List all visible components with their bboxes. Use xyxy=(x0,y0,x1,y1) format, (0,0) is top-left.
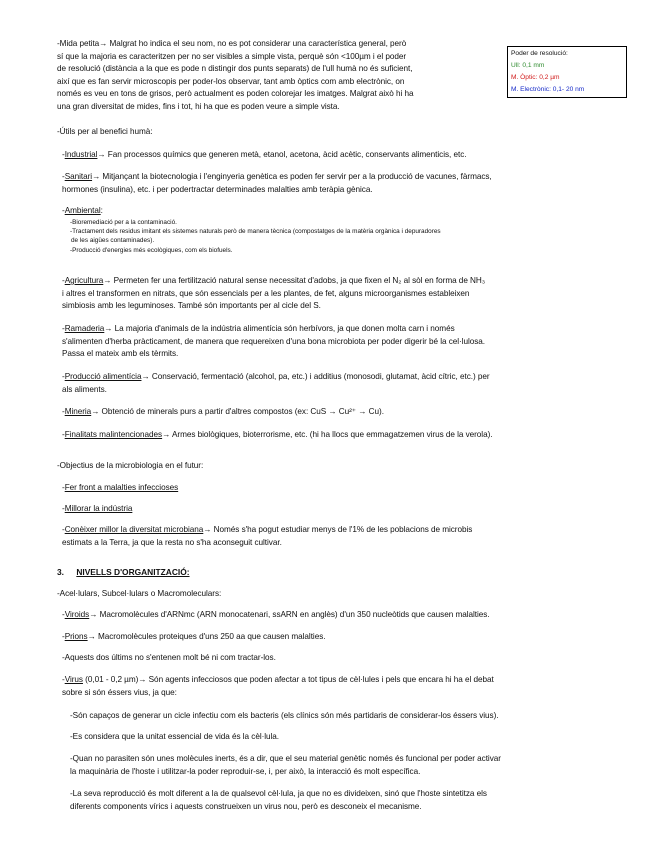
ambiental-item: -Ambiental: -Bioremediació per a la contaminació. -Tractament dels residus imitant els sistemes naturals però de manera tècnica (compostatges de la matèria orgànica i depuradores de les aigües contaminades). -Producció d'energies més ecològiques, com els biofuels. xyxy=(62,205,642,255)
text-line: hormones (insulina), etc. i per podertractar determinades malalties amb teràpia gènica. xyxy=(62,184,373,194)
text-line: -La seva reproducció és molt diferent a la de qualsevol cèl·lula, ja que no es divideixen, sinó que l'hoste sintetitza els xyxy=(70,789,487,798)
ambiental-point: -Tractament dels residus imitant els sistemes naturals però de manera tècnica (compostatges de la matèria orgànica i depuradores xyxy=(70,228,441,235)
text-line: simbiosis amb les leguminoses. També són importants per al cicle del S. xyxy=(62,301,321,311)
text-line: Passa el mateix amb els tèrmits. xyxy=(62,349,179,359)
ambiental-point-cont: de les aigües contaminades). xyxy=(71,237,155,245)
section-title: NIVELLS D'ORGANITZACIÓ: xyxy=(76,567,190,577)
finalitats-text: → Armes biològiques, bioterrorisme, etc. (hi ha llocs que emmagatzemen virus de la verola). xyxy=(162,430,493,439)
resolution-optical: M. Òptic: 0,2 µm xyxy=(511,74,560,81)
produccio-label: Producció alimentícia xyxy=(64,372,142,381)
text-line: només es veu en tons de grisos, però actualment es poden colorejar les imatges. Malgrat això hi ha xyxy=(57,89,414,99)
text-line: s'alimenten d'herba pràcticament, de manera que requereixen d'una bona microbiota per poder digerir bé la cel·lulosa. xyxy=(62,336,486,346)
ramaderia-text: → La majoria d'animals de la indústria alimentícia són herbívors, ja que donen molta carn i només xyxy=(104,324,455,333)
text-line: sobre si són éssers vius, ja que: xyxy=(62,687,177,697)
text-line: la maquinària de l'hoste i utilitzar-la poder reproduir-se, i, per això, la interacció és molt específica. xyxy=(70,766,421,776)
objectiu-infeccions: Fer front a malalties infeccioses xyxy=(64,483,179,492)
produccio-text: → Conservació, fermentació (alcohol, pa, etc.) i additius (monosodi, glutamat, àcid cítric, etc.) per xyxy=(141,372,490,381)
prions-text: → Macromolècules proteiques d'uns 250 aa que causen malalties. xyxy=(87,632,326,641)
text-line: de resolució (distància a la que es pode n distingir dos punts separats) de l'ull humà no és suficient, xyxy=(57,64,413,74)
resolution-eye: Ull: 0,1 mm xyxy=(511,62,545,69)
resolution-power-box xyxy=(507,46,627,98)
viroids-label: Viroids xyxy=(64,610,90,619)
objectius-heading: -Objectius de la microbiologia en el futur: xyxy=(57,461,204,470)
objectiu-industria: Millorar la indústria xyxy=(64,504,133,513)
sanitari-text: → Mitjançant la biotecnologia i l'enginyeria genètica es poden fer servir per a la producció de vacunes, fàrmacs, xyxy=(92,172,492,181)
ambiental-point: -Producció d'energies més ecològiques, com els biofuels. xyxy=(70,246,233,254)
resolution-box-title: Poder de resolució: xyxy=(511,50,568,57)
mida-petita-paragraph xyxy=(57,38,502,114)
text-line: diferents components vírics i aquests construeixen un virus nou, però es desconeix el mecanisme. xyxy=(70,801,422,811)
mineria-item: -Mineria→ Obtenció de minerals purs a partir d'altres compostos (ex: CuS → Cu²⁺ → Cu). xyxy=(62,407,384,416)
finalitats-label: Finalitats malintencionades xyxy=(64,430,163,439)
objectiu-item: -Millorar la indústria xyxy=(62,504,133,513)
industrial-label: Industrial xyxy=(64,150,98,159)
industrial-text: → Fan processos químics que generen metà, etanol, acetona, àcid acètic, conservants alimenticis, etc. xyxy=(97,150,467,159)
objectiu-diversitat-label: Conèixer millor la diversitat microbiana xyxy=(64,525,204,534)
viroids-item: -Viroids→ Macromolècules d'ARNmc (ARN monocatenari, ssARN en anglès) d'un 350 nucleòtids que causen malalties. xyxy=(62,610,490,619)
objectiu-diversitat-text: → Només s'ha pogut estudiar menys de l'1% de les poblacions de microbis xyxy=(203,525,473,534)
ramaderia-label: Ramaderia xyxy=(64,324,105,333)
finalitats-item: -Finalitats malintencionades→ Armes biològiques, bioterrorisme, etc. (hi ha llocs que emmagatzemen virus de la verola). xyxy=(62,430,493,439)
section-subheading: -Acel·lulars, Subcel·lulars o Macromoleculars: xyxy=(57,589,222,598)
agricultura-label: Agricultura xyxy=(64,276,104,285)
objectiu-item: -Fer front a malalties infeccioses xyxy=(62,483,179,492)
produccio-item: -Producció alimentícia→ Conservació, fermentació (alcohol, pa, etc.) i additius (monosodi, glutamat, àcid cítric, etc.) per als aliments. xyxy=(62,371,642,396)
viroids-text: → Macromolècules d'ARNmc (ARN monocatenari, ssARN en anglès) d'un 350 nucleòtids que causen malalties. xyxy=(89,610,490,619)
text-line: -Quan no parasiten són unes molècules inerts, és a dir, que el seu material genètic només és funcional per poder activar xyxy=(70,754,501,763)
virus-item: -Virus (0,01 - 0,2 µm)→ Són agents infecciosos que poden afectar a tot tipus de cèl·lules i pels que encara hi ha el debat sobre si són éssers vius, ja que: xyxy=(62,674,642,699)
aquests-note: -Aquests dos últims no s'entenen molt bé ni com tractar-los. xyxy=(62,653,276,662)
sanitari-item: -Sanitari→ Mitjançant la biotecnologia i l'enginyeria genètica es poden fer servir per a la producció de vacunes, fàrmacs, hormones (insulina), etc. i per podertractar determinades malalties amb teràpia gènica. xyxy=(62,171,642,196)
agricultura-text: → Permeten fer una fertilització natural sense necessitat d'adobs, ja que fixen el N₂ al sòl en forma de NH₃ xyxy=(103,276,486,285)
utils-heading: -Útils per al benefici humà: xyxy=(57,127,153,136)
text-line: -Mida petita→ Malgrat ho indica el seu nom, no es pot considerar una característica general, però xyxy=(57,39,407,48)
text-line: sí que la majoria es caracteritzen per no ser visibles a simple vista, perquè són <100µm i el poder xyxy=(57,51,407,61)
text-line: als aliments. xyxy=(62,384,107,394)
virus-label: Virus xyxy=(64,675,83,684)
text-line: estimats a la Terra, ja que la resta no s'ha aconseguit cultivar. xyxy=(62,537,282,547)
virus-point xyxy=(70,753,642,778)
prions-item: -Prions→ Macromolècules proteiques d'uns 250 aa que causen malalties. xyxy=(62,632,326,641)
virus-point: -Es considera que la unitat essencial de vida és la cèl·lula. xyxy=(70,732,280,741)
section-heading xyxy=(57,567,190,577)
objectiu-item: -Conèixer millor la diversitat microbiana→ Només s'ha pogut estudiar menys de l'1% de les poblacions de microbis estimats a la Terra, ja que la resta no s'ha aconseguit cultivar. xyxy=(62,524,642,549)
virus-point: -Són capaços de generar un cicle infectiu com els bacteris (els clínics són més partidaris de considerar-los éssers vius). xyxy=(70,711,499,720)
text-line: una gran diversitat de mides, fins i tot, hi ha que es poden veure a simple vista. xyxy=(57,101,340,111)
ambiental-label: Ambiental xyxy=(64,206,101,215)
section-number: 3. xyxy=(57,567,64,577)
text-line: i altres el transformen en nitrats, que són essencials per a les plantes, de fet, alguns microorganismes estableixen xyxy=(62,288,470,298)
sanitari-label: Sanitari xyxy=(64,172,93,181)
mineria-text: → Obtenció de minerals purs a partir d'altres compostos (ex: CuS → Cu²⁺ → Cu). xyxy=(91,407,384,416)
virus-point xyxy=(70,788,642,813)
ramaderia-item: -Ramaderia→ La majoria d'animals de la indústria alimentícia són herbívors, ja que donen molta carn i només s'alimenten d'herba pràcticament, de manera que requereixen d'una bona microbiota per poder digerir bé la cel·lulosa. Passa el mateix amb els tèrmits. xyxy=(62,323,642,361)
ambiental-point: -Bioremediació per a la contaminació. xyxy=(70,218,177,226)
text-line: així que es fan servir microscopis per poder-los observar, tant amb òptics com amb electrònic, on xyxy=(57,76,405,86)
mineria-label: Mineria xyxy=(64,407,92,416)
agricultura-item: -Agricultura→ Permeten fer una fertilització natural sense necessitat d'adobs, ja que fixen el N₂ al sòl en forma de NH₃ i altres el transformen en nitrats, que són essencials per a les plantes, de fet, alguns microorganismes estableixen simbiosis amb les leguminoses. També són importants per al cicle del S. xyxy=(62,275,642,313)
industrial-item: -Industrial→ Fan processos químics que generen metà, etanol, acetona, àcid acètic, conservants alimenticis, etc. xyxy=(62,150,467,159)
prions-label: Prions xyxy=(64,632,88,641)
virus-text: (0,01 - 0,2 µm)→ Són agents infecciosos que poden afectar a tot tipus de cèl·lules i pels que encara hi ha el debat xyxy=(82,675,494,684)
resolution-electronic: M. Electrònic: 0,1- 20 nm xyxy=(511,86,585,93)
